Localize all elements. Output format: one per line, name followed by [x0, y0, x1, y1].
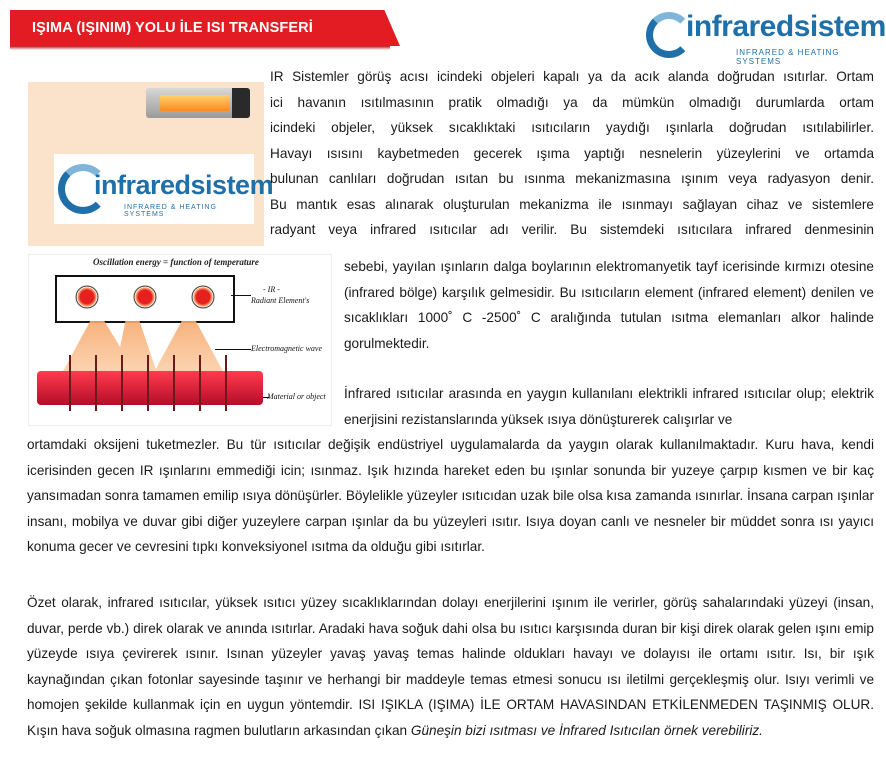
text-line: IR Sistemler görüş acısı icindeki objeleri kapalı ya da acık alanda doğrudan ısıtırlar. Ortam [270, 69, 874, 84]
text-line: radyant veya infrared ısıtıcılar adı verilir. Bu sistemdeki ısıtıcılara infrared denmesinin [270, 222, 874, 237]
brand-logo [646, 4, 886, 66]
text-line: Havayı ısısını kaybetmeden gecerek ışıma yaptığı nesnelerin yüzeylerini ve ortamda [270, 145, 874, 161]
ray-arrow [225, 355, 227, 411]
paragraph-intro [270, 64, 874, 243]
logo-wordmark: infraredsistem [94, 170, 274, 200]
ray-arrow [121, 355, 123, 411]
banner-shadow [10, 46, 390, 50]
summary-text: Özet olarak, infrared ısıtıcılar, yüksek ısıtıcı yüzey sıcaklıklarından dolayı enerjilerini ışınım ile verirler, görüş sahalarındaki yüzeyi (insan, duvar, perde vb.) direk olarak ve anında ısıtırlar. Aradaki hava soğuk dahi olsa bu ısıtıcı karşısında duran bir kişi direk olarak gelen ışını emip yüzeyde ısıya çevirerek ısınır. Isınan yüzeyler yavaş yavaş temas halinde oldukları havayı ve dolayısı ile ortamı ısıtır. Isı, bir ışık kaynağından çıkan fotonlar sayesinde taşınır ve herhangi bir maddeyle temas etmesi sonucu ısı iletilmi gerçekleşmiş olur. Isıyı verimli ve homojen şekilde kullanmak için en uygun yöntemdir. ISI IŞIKLA (IŞIMA) İLE ORTAM HAVASINDAN ETKİLENMEDEN TAŞINMIŞ OLUR. Kışın hava soğuk olmasına ragmen bulutların arkasından çıkan [27, 595, 874, 738]
ray-arrow [199, 355, 201, 411]
radiation-diagram [28, 254, 332, 426]
ir-rays [55, 321, 231, 373]
summary-tail: Güneşin bizi ısıtması ve İnfrared Isıtıcılan örnek verebiliriz. [410, 722, 763, 738]
paragraph-intro-continued: sebebi, yayılan ışınların dalga boylarının elektromanyetik tayf icerisinde kırmızı otesine (infrared bölge) karşılık gelmesidir. Bu ısıtıcıların element (infrared element) denilen ve sıcaklıkları 1000˚ C -2500˚ C aralığında tutulan ısıtma elemanları alkor halinde gorulmektedir. [344, 259, 874, 351]
radiant-element-icon [133, 285, 157, 309]
heater-image [28, 82, 274, 246]
page-title: IŞIMA (IŞINIM) YOLU İLE ISI TRANSFERİ [32, 20, 313, 36]
heater-icon [146, 88, 250, 118]
label-material: Material or object [267, 392, 326, 401]
paragraph-electric-heaters-continued: ortamdaki oksijeni tuketmezler. Bu tür ısıtıcılar değişik endüstriyel uygulamalarda da yaygın olarak kullanılmaktadır. Kuru hava, kendi icerisinden gecen IR ışınlarını emmediği icin; ısınmaz. Işık hızında hareket eden bu ışınlar sonunda bir yuzeye çarpıp kısmen ve bir kaç yansımadan sonra tamamen emilip ısıya dönüşürler. Böylelikle yüzeyler ısıtıcıdan uzak bile olsa kısa zamanda ısınırlar. İnsana carpan ışınlar insanı, mobilya ve duvar gibi diğer yuzeylere carpan ışınlar da bu yüzeyleri ısıtır. Isıya doyan canlı ve nesneler bir müddet sonra ısı yayıcı konuma gecer ve cevresini tıpkı konveksiyonel ısıtma da olduğu gibi ısıtırlar. [27, 437, 875, 554]
label-radiant-elements: Radiant Element's [251, 296, 310, 305]
radiant-element-icon [75, 285, 99, 309]
text-line: icindeki objeler, yüksek sıcaklıktaki ısıtıcıların yaydığı ışınlarla doğrudan ısıtılabilirler. [270, 120, 874, 135]
brand-logo-overlay [54, 154, 274, 224]
logo-tagline: INFRARED & HEATING SYSTEMS [736, 48, 840, 66]
ray-arrow [173, 355, 175, 411]
label-wave: Electromagnetic wave [251, 344, 323, 353]
logo-tagline: INFRARED & HEATING SYSTEMS [124, 204, 217, 218]
logo-wordmark: infraredsistem [686, 10, 886, 43]
leader-line [231, 295, 251, 296]
ray-arrow [147, 355, 149, 411]
diagram-caption: Oscillation energy = function of temperature [93, 257, 259, 267]
heater-cap [232, 88, 250, 118]
text-line: Bu mantık esas alınarak oluşturulan mekanizma ile ısınmayı sağlayan cihaz ve sistemlere [270, 196, 874, 212]
leader-line [215, 349, 251, 350]
label-ir: - IR - [263, 285, 280, 294]
ray-arrow [95, 355, 97, 411]
text-line: ici havanın ısıtılmasının pratik olmadığı ya da mümkün olmadığı durumlarda ortam [270, 94, 874, 110]
radiant-element-box [55, 275, 235, 323]
heater-tube [160, 95, 230, 111]
ray-arrow [69, 355, 71, 411]
paragraph-electric-heaters: İnfrared ısıtıcılar arasında en yaygın kullanılanı elektrikli infrared ısıtıcılar olup; elektrik enerjisini rezistanslarında yüksek ısıya dönüşturerek calışırlar ve [344, 386, 874, 427]
text-line: bulunan canlıları doğrudan ısıtan bu ısınma mekanizmasına ışınım veya radyasyon denir. [270, 171, 874, 186]
paragraph-summary [27, 590, 874, 743]
radiant-element-icon [191, 285, 215, 309]
